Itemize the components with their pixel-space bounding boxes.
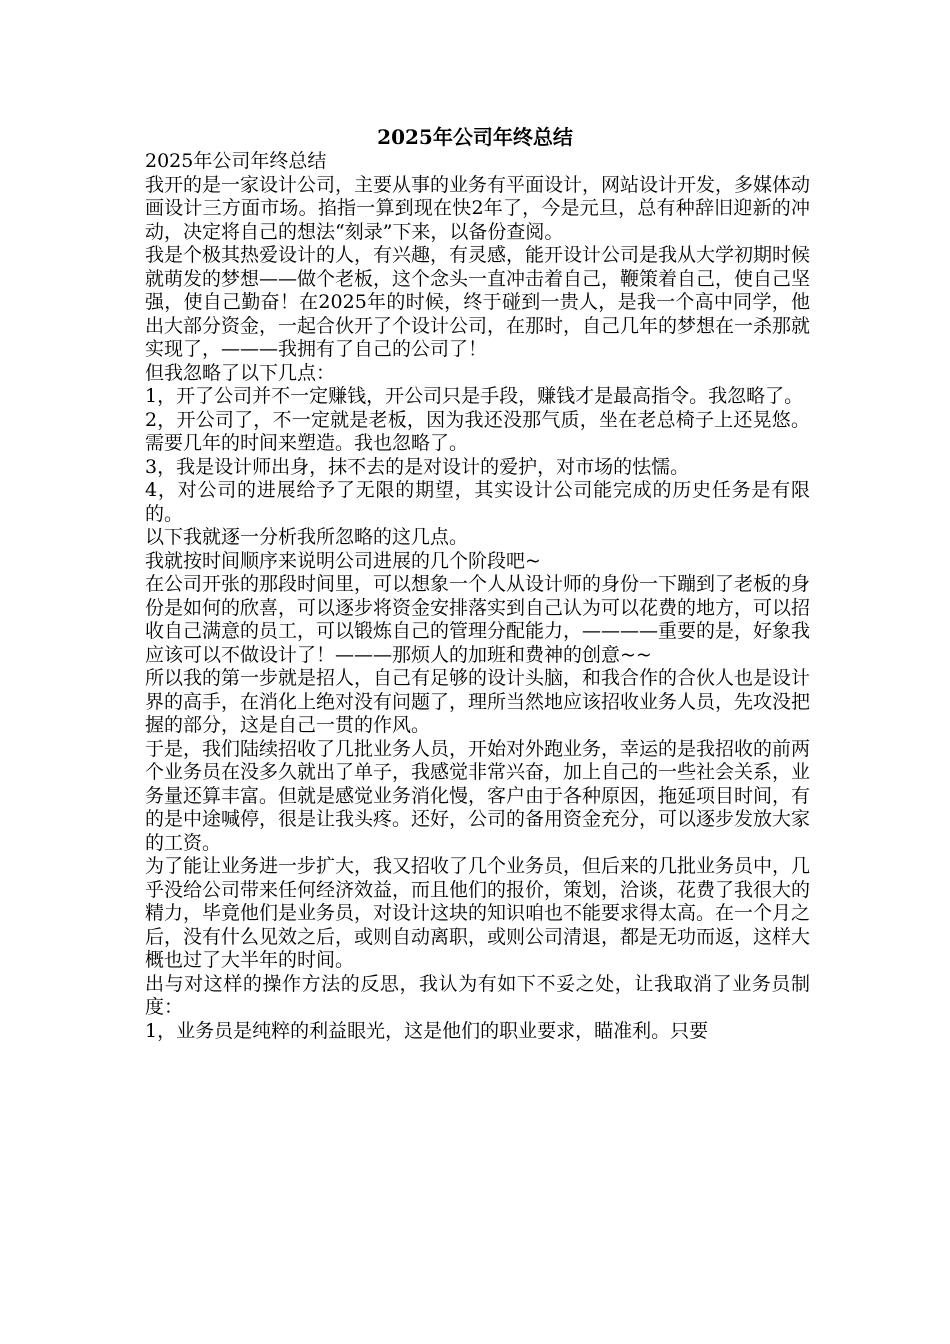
paragraph: 但我忽略了以下几点： (145, 361, 336, 384)
paragraph: 1，开了公司并不一定赚钱，开公司只是手段，赚钱才是最高指令。我忽略了。 (145, 385, 804, 407)
paragraph: 2，开公司了，不一定就是老板，因为我还没那气质，坐在老总椅子上还晃悠。需要几年的时间来塑造。我也忽略了。 (145, 408, 810, 454)
paragraph: 为了能让业务进一步扩大，我又招收了几个业务员，但后来的几批业务员中，几乎没给公司带来任何经济效益，而且他们的报价，策划，洽谈，花费了我很大的精力，毕竟他们是业务员，对设计这块的知识咱也不能要求得太高。在一个月之后，没有什么见效之后，或则自动离职，或则公司清退，都是无功而返，这样大概也过了大半年的时间。 (145, 855, 811, 971)
paragraph: 我就按时间顺序来说明公司进展的几个阶段吧~ (145, 549, 541, 572)
paragraph: 所以我的第一步就是招人，自己有足够的设计头脑，和我合作的合伙人也是设计界的高手，在消化上绝对没有问题了，理所当然地应该招收业务人员，先攻没把握的部分，这是自己一贯的作风。 (145, 667, 811, 736)
paragraph: 出与对这样的操作方法的反思，我认为有如下不妥之处，让我取消了业务员制度： (145, 972, 810, 1018)
paragraph: 4，对公司的进展给予了无限的期望，其实设计公司能完成的历史任务是有限的。 (145, 479, 810, 525)
document-title: 2025年公司年终总结 (377, 125, 573, 149)
paragraph: 我是个极其热爱设计的人，有兴趣，有灵感，能开设计公司是我从大学初期时候就萌发的梦想——做个老板，这个念头一直冲击着自己，鞭策着自己，使自己坚强，使自己勤奋！在2025年的时候，终于碰到一贵人，是我一个高中同学，他出大部分资金，一起合伙开了个设计公司，在那时，自己几年的梦想在一杀那就实现了，———我拥有了自己的公司了！ (145, 244, 811, 360)
paragraph: 3，我是设计师出身，抹不去的是对设计的爱护，对市场的怯懦。 (145, 455, 690, 478)
paragraph: 我开的是一家设计公司，主要从事的业务有平面设计，网站设计开发，多媒体动画设计三方面市场。掐指一算到现在快2年了，今是元旦，总有种辞旧迎新的冲动，决定将自己的想法“刻录”下来，以备份查阅。 (145, 173, 811, 243)
document-body (145, 150, 810, 1043)
paragraph: 以下我就逐一分析我所忽略的这几点。 (145, 526, 469, 548)
paragraph: 2025年公司年终总结 (145, 150, 327, 172)
paragraph: 在公司开张的那段时间里，可以想象一个人从设计师的身份一下蹦到了老板的身份是如何的欣喜，可以逐步将资金安排落实到自己认为可以花费的地方，可以招收自己满意的员工，可以锻炼自己的管理分配能力，————重要的是，好象我应该可以不做设计了！———那烦人的加班和费神的创意~~ (145, 573, 811, 666)
paragraph: 于是，我们陆续招收了几批业务人员，开始对外跑业务，幸运的是我招收的前两个业务员在没多久就出了单子，我感觉非常兴奋，加上自己的一些社会关系，业务量还算丰富。但就是感觉业务消化慢，客户由于各种原因，拖延项目时间，有的是中途喊停，很是让我头疼。还好，公司的备用资金充分，可以逐步发放大家的工资。 (145, 737, 811, 854)
paragraph: 1，业务员是纯粹的利益眼光，这是他们的职业要求，瞄准利。只要 (145, 1019, 709, 1042)
